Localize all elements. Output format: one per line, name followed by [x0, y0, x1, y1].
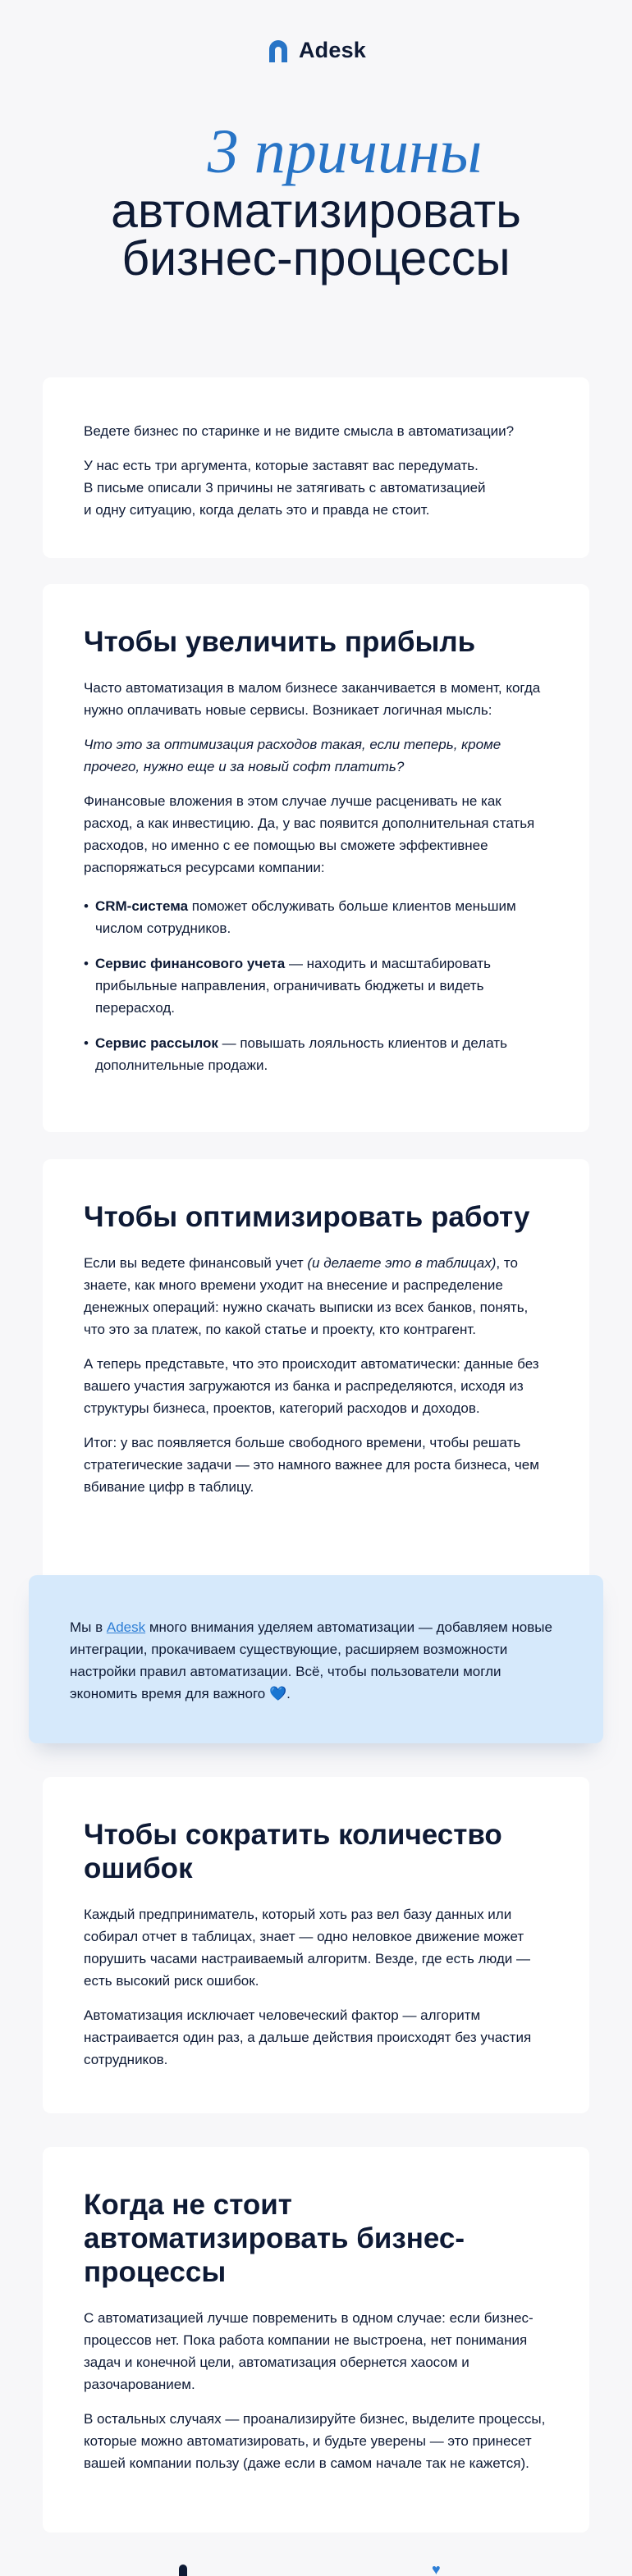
- when-paragraph-2: В остальных случаях — проанализируйте бизнес, выделите процессы, которые можно автоматизировать, и будьте уверены — это принесет вашей компании пользу (даже если в самом начале так не кажется).: [84, 2411, 546, 2471]
- hero-accent: 3 причины: [207, 117, 483, 186]
- intro-line2: В письме описали 3 причины не затягивать с автоматизацией: [84, 480, 486, 496]
- adesk-link[interactable]: Adesk: [106, 1619, 146, 1635]
- bullet-text: поможет обслуживать больше клиентов меньшим числом сотрудников.: [94, 898, 516, 936]
- list-item: [84, 1032, 548, 1076]
- profit-card: [43, 584, 589, 1132]
- list-item: [84, 895, 548, 939]
- errors-paragraph-2: Автоматизация исключает человеческий фактор — алгоритм настраивается один раз, а дальше действия происходят без участия сотрудников.: [84, 2007, 532, 2067]
- footer-heart-icon: ♥: [432, 2561, 441, 2576]
- header-logo[interactable]: [0, 38, 632, 63]
- bullet-text: — находить и масштабировать прибыльные направления, ограничивать бюджеты и видеть перерасход.: [94, 956, 491, 1016]
- intro-card: [43, 377, 589, 558]
- callout-text: Мы в Adesk много внимания уделяем автоматизации — добавляем новые интеграции, прокачиваем существующие, расширяем возможности настройки правил автоматизации. Всё, чтобы пользователи могли экономить время для важного 💙.: [70, 1619, 552, 1701]
- work-paragraph-1: Если вы ведете финансовый учет (и делаете это в таблицах), то знаете, как много времени уходит на внесение и распределение денежных операций: нужно скачать выписки из всех банков, понять, что это за платеж, по какой статье и проекту, кто контрагент.: [84, 1255, 529, 1337]
- footer-logo-icon: [179, 2565, 187, 2576]
- bullet-text: — повышать лояльность клиентов и делать дополнительные продажи.: [94, 1035, 507, 1073]
- errors-title: Чтобы сократить количество ошибок: [84, 1819, 502, 1884]
- when-card: [43, 2147, 589, 2533]
- bullet-dot: •: [84, 898, 89, 914]
- work-paragraph-2: А теперь представьте, что это происходит автоматически: данные без вашего участия загружаются из банка и распределяются, исходя из структуры бизнеса, проектов, категорий расходов и доходов.: [84, 1356, 539, 1416]
- adesk-logo-icon: [266, 39, 291, 63]
- adesk-callout: [29, 1575, 603, 1743]
- list-item: [84, 952, 548, 1019]
- hero-title-line2: бизнес-процессы: [121, 231, 511, 285]
- bullet-bold: Сервис финансового учета: [94, 956, 286, 971]
- hero: [0, 115, 632, 284]
- work-card: [43, 1159, 589, 1586]
- intro-question: Ведете бизнес по старинке и не видите смысла в автоматизации?: [84, 423, 515, 439]
- intro-line1: У нас есть три аргумента, которые заставят вас передумать.: [84, 458, 479, 473]
- when-title: Когда не стоит автоматизировать бизнес-процессы: [84, 2189, 465, 2288]
- logo-text: Adesk: [298, 38, 367, 62]
- work-title: Чтобы оптимизировать работу: [84, 1201, 530, 1233]
- bullet-bold: CRM-система: [94, 898, 189, 914]
- work-paragraph-3: Итог: у вас появляется больше свободного времени, чтобы решать стратегические задачи — это намного важнее для роста бизнеса, чем вбивание цифр в таблицу.: [84, 1435, 539, 1495]
- bullet-dot: •: [84, 956, 89, 971]
- profit-paragraph-1: Часто автоматизация в малом бизнесе заканчивается в момент, когда нужно оплачивать новые сервисы. Возникает логичная мысль:: [84, 680, 541, 718]
- hero-title-line1: автоматизировать: [111, 184, 521, 238]
- when-paragraph-1: С автоматизацией лучше повременить в одном случае: если бизнес-процессов нет. Пока работа компании не выстроена, нет понимания задач и конечной цели, автоматизация обернется хаосом и разочарованием.: [84, 2310, 534, 2392]
- footer-peek: [0, 2560, 632, 2576]
- bullet-dot: •: [84, 1035, 89, 1051]
- profit-paragraph-3: Финансовые вложения в этом случае лучше расценивать не как расход, а как инвестицию. Да, у вас появится дополнительная статья расходов, но именно с ее помощью вы сможете эффективнее распоряжаться ресурсами компании:: [84, 793, 535, 875]
- errors-paragraph-1: Каждый предприниматель, который хоть раз вел базу данных или собирал отчет в таблицах, знает — одно неловкое движение может порушить часами настраиваемый алгоритм. Везде, где есть люди — есть высокий риск ошибок.: [84, 1907, 530, 1989]
- profit-quote: Что это за оптимизация расходов такая, если теперь, кроме прочего, нужно еще и за новый софт платить?: [84, 737, 501, 774]
- bullet-bold: Сервис рассылок: [94, 1035, 218, 1051]
- errors-card: [43, 1777, 589, 2113]
- intro-line3: и одну ситуацию, когда делать это и правда не стоит.: [84, 502, 430, 518]
- profit-title: Чтобы увеличить прибыль: [84, 626, 476, 658]
- blue-heart-icon: 💙: [269, 1686, 287, 1701]
